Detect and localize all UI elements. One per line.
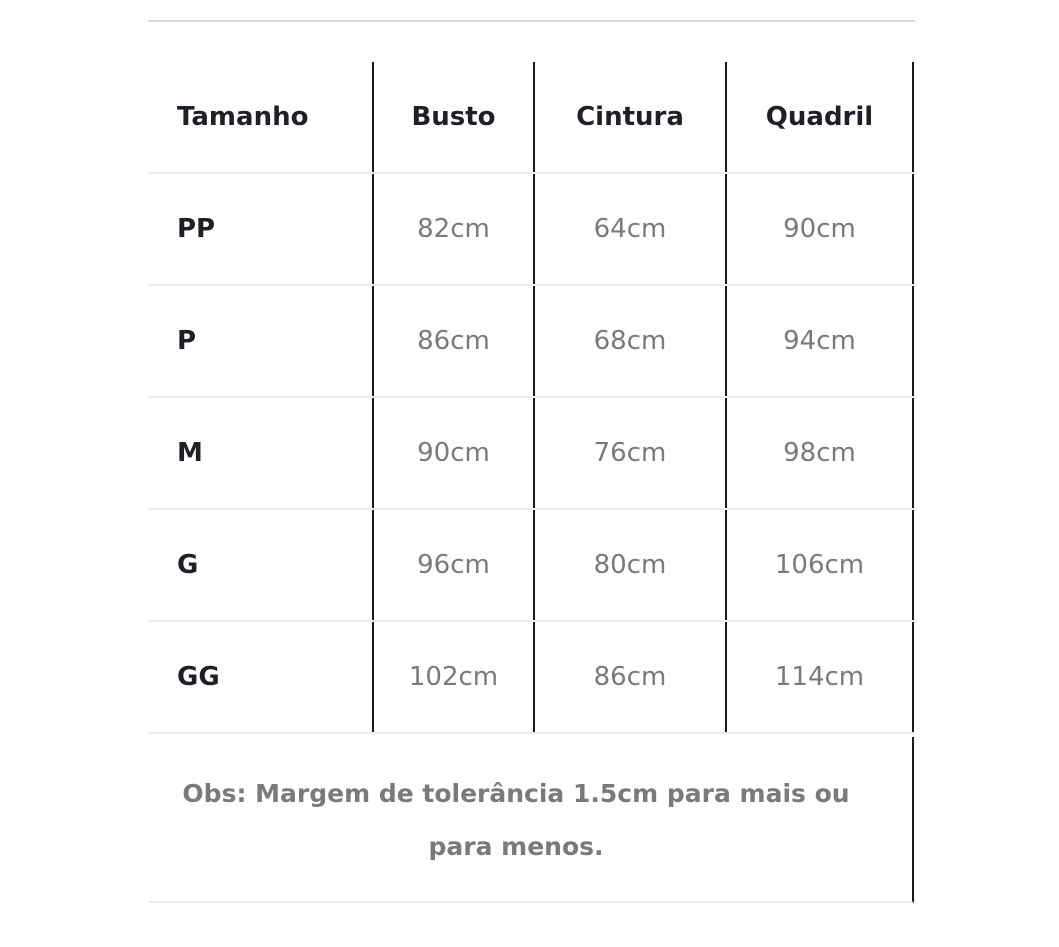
top-divider (148, 20, 915, 22)
table-row (148, 286, 914, 398)
quadril-cell: 90cm (725, 174, 914, 284)
header-quadril: Quadril (725, 62, 914, 172)
size-cell: G (177, 550, 199, 580)
quadril-cell: 98cm (725, 398, 914, 508)
table-row (148, 510, 914, 622)
busto-cell: 82cm (372, 174, 533, 284)
cintura-cell: 80cm (533, 510, 725, 620)
quadril-cell: 114cm (725, 622, 914, 732)
header-cintura: Cintura (533, 62, 725, 172)
cintura-cell: 64cm (533, 174, 725, 284)
cintura-cell: 76cm (533, 398, 725, 508)
size-chart-table (148, 62, 914, 734)
header-tamanho: Tamanho (177, 102, 309, 132)
size-cell: P (177, 326, 197, 356)
quadril-cell: 94cm (725, 286, 914, 396)
cintura-cell: 68cm (533, 286, 725, 396)
table-row (148, 174, 914, 286)
table-header-row (148, 62, 914, 174)
cintura-cell: 86cm (533, 622, 725, 732)
size-cell: M (177, 438, 203, 468)
size-cell: PP (177, 214, 216, 244)
quadril-cell: 106cm (725, 510, 914, 620)
busto-cell: 96cm (372, 510, 533, 620)
table-row (148, 622, 914, 734)
tolerance-note: Obs: Margem de tolerância 1.5cm para mais ou para menos. (182, 779, 850, 861)
busto-cell: 86cm (372, 286, 533, 396)
table-row (148, 398, 914, 510)
tolerance-note-box (148, 737, 914, 903)
size-cell: GG (177, 662, 220, 692)
busto-cell: 102cm (372, 622, 533, 732)
header-busto: Busto (372, 62, 533, 172)
busto-cell: 90cm (372, 398, 533, 508)
